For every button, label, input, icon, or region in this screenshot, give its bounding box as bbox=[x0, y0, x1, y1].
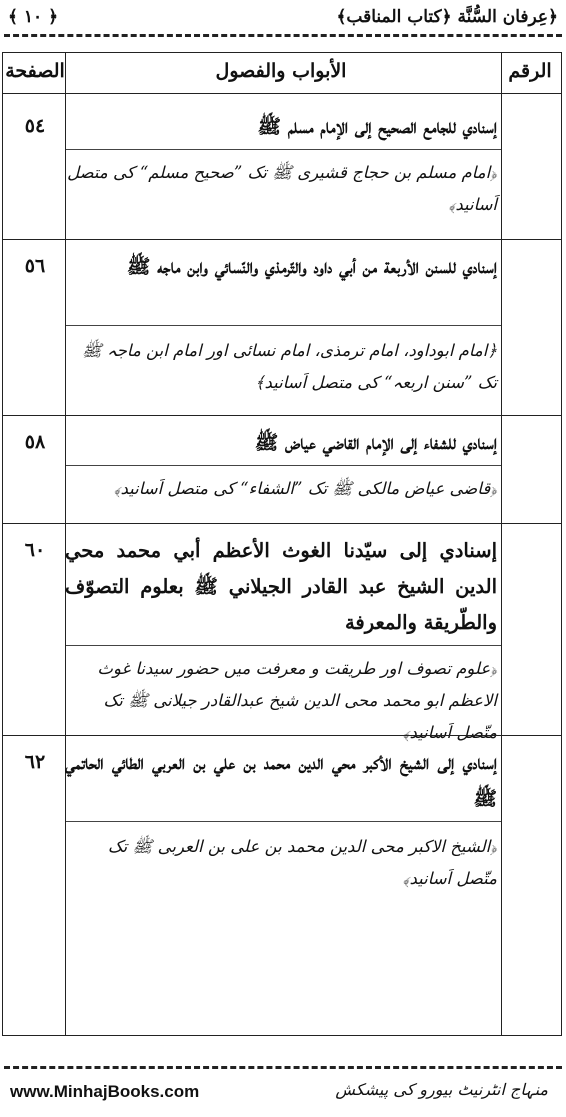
entry-divider bbox=[3, 523, 561, 524]
footer-divider bbox=[4, 1066, 562, 1069]
entry-subdivider bbox=[66, 645, 501, 646]
entry-subdivider bbox=[66, 821, 501, 822]
column-header-page: الصفحة bbox=[5, 60, 65, 82]
column-header-number: الرقم bbox=[508, 60, 552, 82]
header-row-divider bbox=[3, 93, 561, 94]
entry-subtitle-urdu: ﴿امام مسلم بن حجاج قشیری ﷺ تک ”صحیح مسلم“ کی متصل اَسانید﴾ bbox=[67, 163, 497, 214]
number-column-divider bbox=[501, 53, 502, 1035]
entry-page-number: ٥٨ bbox=[24, 431, 46, 453]
entry-subdivider bbox=[66, 465, 501, 466]
column-header-chapters: الأبواب والفصول bbox=[215, 60, 347, 82]
entry-page-number: ٦٢ bbox=[24, 751, 46, 773]
entry-title-arabic: إسنادي للجامع الصحيح إلى الإمام مسلم ﷺ bbox=[257, 115, 497, 138]
entry-subtitle-urdu: ﴿قاضی عیاض مالکی ﷺ تک ”الشفاء“ کی متصل اَسانید﴾ bbox=[113, 479, 497, 498]
entry-subdivider bbox=[66, 149, 501, 150]
website-url: www.MinhajBooks.com bbox=[10, 1082, 200, 1101]
page-number: ﴿ ١٠ ﴾ bbox=[8, 7, 59, 27]
entry-page-number: ٥٤ bbox=[24, 115, 46, 137]
entry-divider bbox=[3, 735, 561, 736]
entry-page-number: ٦٠ bbox=[24, 539, 46, 561]
entry-title-arabic: إسنادي إلى الشيخ الأكبر محي الدين محمد بن علي بن العربي الطائي الحاتمي ﷺ bbox=[65, 751, 497, 810]
entry-subtitle-urdu: ﴿امام ابوداود، امام ترمذی، امام نسائی اور امام ابن ماجہ ﷺ تک ”سنن اربعہ“ کی متصل اَسانید﴾ bbox=[81, 341, 497, 392]
running-header bbox=[6, 4, 560, 30]
entry-subtitle-urdu: ﴿علوم تصوف اور طریقت و معرفت میں حضور سیدنا غوث الاعظم ابو محمد محی الدین شیخ عبدالقادر جیلانی ﷺ تک متّصل اَسانید﴾ bbox=[97, 659, 497, 742]
entry-divider bbox=[3, 239, 561, 240]
entry-subtitle-urdu: ﴿الشیخ الاکبر محی الدین محمد بن علی بن العربی ﷺ تک متّصل اَسانید﴾ bbox=[107, 837, 497, 888]
book-title: ﴿عِرفان السُّنَّة ﴿کتاب المناقب﴾ bbox=[336, 7, 558, 27]
contents-table bbox=[2, 52, 562, 1036]
entry-divider bbox=[3, 415, 561, 416]
entry-page-number: ٥٦ bbox=[24, 255, 46, 277]
header-divider bbox=[4, 34, 562, 37]
entry-subdivider bbox=[66, 325, 501, 326]
entry-title-arabic: إسنادي للسنن الأربعة من أبي داود والتّرمذي والنّسائي وابن ماجه ﷺ bbox=[126, 255, 497, 278]
publisher-credit: منہاج انٹرنیٹ بیورو کی پیشکش bbox=[335, 1080, 548, 1099]
entry-title-arabic: إسنادي إلى سيّدنا الغوث الأعظم أبي محمد محي الدين الشيخ عبد القادر الجيلاني ﷺ بعلوم التصوّف والطّريقة والمعرفة bbox=[65, 539, 497, 634]
entry-title-arabic: إسنادي للشفاء إلى الإمام القاضي عياض ﷺ bbox=[254, 431, 497, 454]
